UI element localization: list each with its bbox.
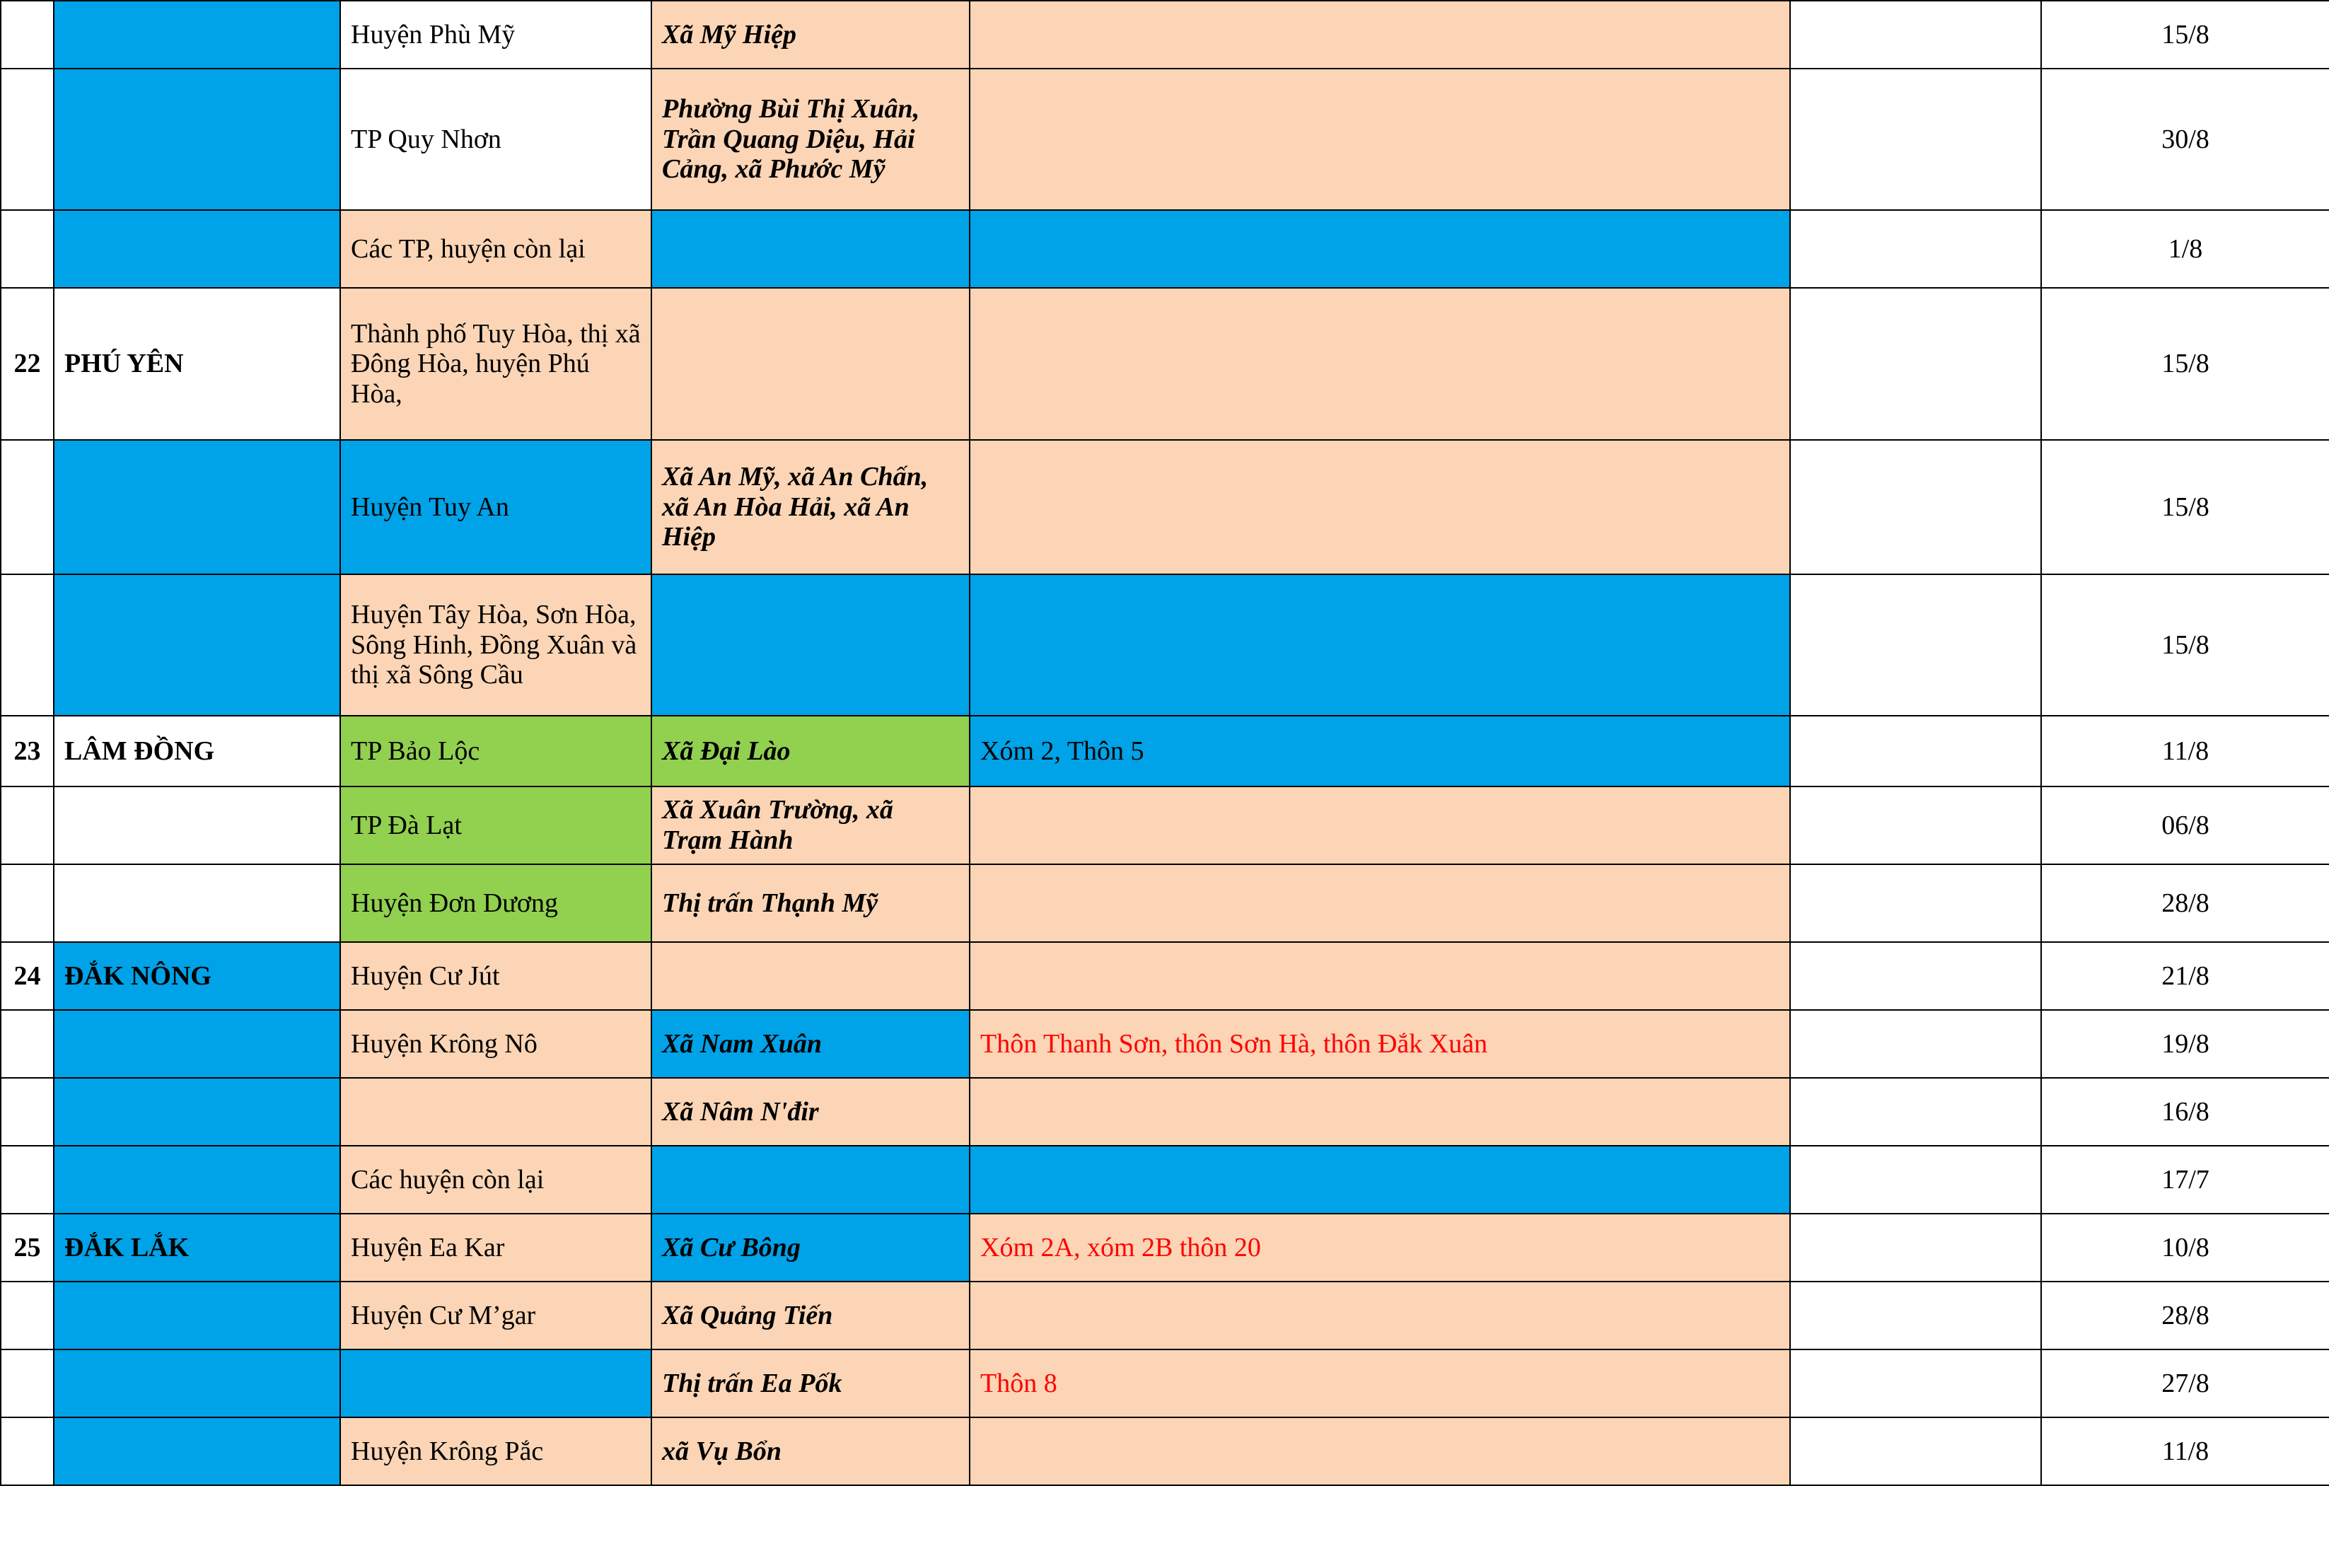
- cell-stt[interactable]: [1, 1, 54, 69]
- cell-ward[interactable]: Xã Đại Lào: [651, 716, 970, 786]
- table-row: [1, 1146, 2329, 1214]
- cell-spacer[interactable]: [1790, 1010, 2041, 1078]
- cell-province[interactable]: ĐẮK NÔNG: [54, 942, 340, 1010]
- cell-date[interactable]: 28/8: [2041, 1282, 2329, 1349]
- cell-detail[interactable]: [970, 1282, 1790, 1349]
- table-row: [1, 69, 2329, 210]
- cell-spacer[interactable]: [1790, 786, 2041, 864]
- cell-ward[interactable]: Phường Bùi Thị Xuân, Trần Quang Diệu, Hải Cảng, xã Phước Mỹ: [651, 69, 970, 210]
- cell-district[interactable]: Huyện Tuy An: [340, 440, 651, 574]
- cell-province[interactable]: PHÚ YÊN: [54, 288, 340, 440]
- cell-date[interactable]: 15/8: [2041, 440, 2329, 574]
- cell-detail[interactable]: [970, 1078, 1790, 1146]
- cell-detail[interactable]: [970, 786, 1790, 864]
- table-row: [1, 288, 2329, 440]
- cell-ward[interactable]: Thị trấn Thạnh Mỹ: [651, 864, 970, 942]
- cell-date[interactable]: 16/8: [2041, 1078, 2329, 1146]
- cell-district[interactable]: Huyện Phù Mỹ: [340, 1, 651, 69]
- cell-province[interactable]: [54, 1146, 340, 1214]
- cell-stt[interactable]: [1, 440, 54, 574]
- table-row: [1, 1, 2329, 69]
- cell-province[interactable]: LÂM ĐỒNG: [54, 716, 340, 786]
- cell-ward[interactable]: [651, 1146, 970, 1214]
- cell-stt[interactable]: [1, 1417, 54, 1485]
- cell-ward[interactable]: Xã Nam Xuân: [651, 1010, 970, 1078]
- cell-date[interactable]: 1/8: [2041, 210, 2329, 288]
- cell-province[interactable]: [54, 1078, 340, 1146]
- cell-province[interactable]: [54, 210, 340, 288]
- cell-ward[interactable]: Xã Cư Bông: [651, 1214, 970, 1282]
- cell-stt[interactable]: [1, 210, 54, 288]
- cell-detail[interactable]: [970, 69, 1790, 210]
- table-row: [1, 1417, 2329, 1485]
- cell-stt[interactable]: 23: [1, 716, 54, 786]
- cell-district[interactable]: [340, 1349, 651, 1417]
- cell-ward[interactable]: Xã Nâm N'đir: [651, 1078, 970, 1146]
- table-row: [1, 440, 2329, 574]
- cell-date[interactable]: 28/8: [2041, 864, 2329, 942]
- cell-province[interactable]: [54, 574, 340, 716]
- cell-ward[interactable]: Xã Xuân Trường, xã Trạm Hành: [651, 786, 970, 864]
- table-row: [1, 210, 2329, 288]
- cell-stt[interactable]: [1, 1282, 54, 1349]
- cell-spacer[interactable]: [1790, 942, 2041, 1010]
- cell-ward[interactable]: [651, 210, 970, 288]
- cell-detail[interactable]: [970, 210, 1790, 288]
- cell-spacer[interactable]: [1790, 1349, 2041, 1417]
- cell-spacer[interactable]: [1790, 716, 2041, 786]
- cell-ward[interactable]: Xã An Mỹ, xã An Chấn, xã An Hòa Hải, xã An Hiệp: [651, 440, 970, 574]
- cell-ward[interactable]: Xã Mỹ Hiệp: [651, 1, 970, 69]
- cell-stt[interactable]: [1, 786, 54, 864]
- cell-stt[interactable]: [1, 1010, 54, 1078]
- cell-date[interactable]: 19/8: [2041, 1010, 2329, 1078]
- cell-stt[interactable]: [1, 1349, 54, 1417]
- cell-date[interactable]: 15/8: [2041, 574, 2329, 716]
- cell-district[interactable]: [340, 1078, 651, 1146]
- cell-detail[interactable]: Xóm 2A, xóm 2B thôn 20: [970, 1214, 1790, 1282]
- cell-district[interactable]: Các TP, huyện còn lại: [340, 210, 651, 288]
- table-row: [1, 574, 2329, 716]
- table-row: [1, 1282, 2329, 1349]
- cell-spacer[interactable]: [1790, 1146, 2041, 1214]
- cell-detail[interactable]: [970, 574, 1790, 716]
- cell-date[interactable]: 27/8: [2041, 1349, 2329, 1417]
- cell-province[interactable]: [54, 69, 340, 210]
- cell-stt[interactable]: [1, 69, 54, 210]
- cell-detail[interactable]: [970, 864, 1790, 942]
- cell-detail[interactable]: [970, 1146, 1790, 1214]
- cell-spacer[interactable]: [1790, 69, 2041, 210]
- cell-district[interactable]: Thành phố Tuy Hòa, thị xã Đông Hòa, huyện Phú Hòa,: [340, 288, 651, 440]
- cell-stt[interactable]: 25: [1, 1214, 54, 1282]
- cell-district[interactable]: Huyện Tây Hòa, Sơn Hòa, Sông Hinh, Đồng Xuân và thị xã Sông Cầu: [340, 574, 651, 716]
- cell-spacer[interactable]: [1790, 1417, 2041, 1485]
- cell-detail[interactable]: Thôn Thanh Sơn, thôn Sơn Hà, thôn Đắk Xuân: [970, 1010, 1790, 1078]
- cell-detail[interactable]: [970, 942, 1790, 1010]
- cell-spacer[interactable]: [1790, 1282, 2041, 1349]
- cell-stt[interactable]: [1, 574, 54, 716]
- cell-date[interactable]: 10/8: [2041, 1214, 2329, 1282]
- cell-ward[interactable]: [651, 288, 970, 440]
- cell-spacer[interactable]: [1790, 440, 2041, 574]
- cell-detail[interactable]: [970, 288, 1790, 440]
- cell-date[interactable]: 06/8: [2041, 786, 2329, 864]
- cell-stt[interactable]: [1, 1146, 54, 1214]
- cell-detail[interactable]: [970, 1417, 1790, 1485]
- cell-spacer[interactable]: [1790, 288, 2041, 440]
- cell-district[interactable]: Huyện Đơn Dương: [340, 864, 651, 942]
- table-row: [1, 1010, 2329, 1078]
- cell-province[interactable]: [54, 864, 340, 942]
- table-row: [1, 1349, 2329, 1417]
- cell-district[interactable]: Huyện Krông Nô: [340, 1010, 651, 1078]
- cell-spacer[interactable]: [1790, 1, 2041, 69]
- cell-spacer[interactable]: [1790, 1214, 2041, 1282]
- cell-detail[interactable]: [970, 440, 1790, 574]
- cell-province[interactable]: [54, 1349, 340, 1417]
- cell-province[interactable]: [54, 1010, 340, 1078]
- table-row: [1, 716, 2329, 786]
- cell-ward[interactable]: Thị trấn Ea Pốk: [651, 1349, 970, 1417]
- cell-district[interactable]: TP Đà Lạt: [340, 786, 651, 864]
- cell-stt[interactable]: 22: [1, 288, 54, 440]
- table-row: [1, 1214, 2329, 1282]
- cell-province[interactable]: [54, 440, 340, 574]
- cell-district[interactable]: Huyện Cư Jút: [340, 942, 651, 1010]
- table-row: [1, 786, 2329, 864]
- cell-date[interactable]: 15/8: [2041, 288, 2329, 440]
- cell-district[interactable]: Huyện Ea Kar: [340, 1214, 651, 1282]
- cell-detail[interactable]: Thôn 8: [970, 1349, 1790, 1417]
- cell-spacer[interactable]: [1790, 864, 2041, 942]
- cell-ward[interactable]: [651, 942, 970, 1010]
- table-row: [1, 864, 2329, 942]
- cell-ward[interactable]: Xã Quảng Tiến: [651, 1282, 970, 1349]
- cell-stt[interactable]: [1, 864, 54, 942]
- cell-stt[interactable]: [1, 1078, 54, 1146]
- cell-date[interactable]: 30/8: [2041, 69, 2329, 210]
- cell-district[interactable]: Các huyện còn lại: [340, 1146, 651, 1214]
- cell-ward[interactable]: xã Vụ Bổn: [651, 1417, 970, 1485]
- cell-province[interactable]: [54, 1, 340, 69]
- cell-district[interactable]: TP Bảo Lộc: [340, 716, 651, 786]
- cell-province[interactable]: [54, 786, 340, 864]
- cell-ward[interactable]: [651, 574, 970, 716]
- cell-district[interactable]: Huyện Krông Pắc: [340, 1417, 651, 1485]
- cell-district[interactable]: TP Quy Nhơn: [340, 69, 651, 210]
- cell-province[interactable]: [54, 1282, 340, 1349]
- cell-province[interactable]: ĐẮK LẮK: [54, 1214, 340, 1282]
- cell-detail[interactable]: [970, 1, 1790, 69]
- table-row: [1, 942, 2329, 1010]
- cell-date[interactable]: 17/7: [2041, 1146, 2329, 1214]
- cell-district[interactable]: Huyện Cư M’gar: [340, 1282, 651, 1349]
- cell-province[interactable]: [54, 1417, 340, 1485]
- cell-spacer[interactable]: [1790, 210, 2041, 288]
- cell-date[interactable]: 11/8: [2041, 1417, 2329, 1485]
- cell-detail[interactable]: Xóm 2, Thôn 5: [970, 716, 1790, 786]
- cell-spacer[interactable]: [1790, 1078, 2041, 1146]
- cell-date[interactable]: 21/8: [2041, 942, 2329, 1010]
- cell-stt[interactable]: 24: [1, 942, 54, 1010]
- cell-date[interactable]: 15/8: [2041, 1, 2329, 69]
- table-body: [1, 1, 2329, 1485]
- table-row: [1, 1078, 2329, 1146]
- cell-date[interactable]: 11/8: [2041, 716, 2329, 786]
- cell-spacer[interactable]: [1790, 574, 2041, 716]
